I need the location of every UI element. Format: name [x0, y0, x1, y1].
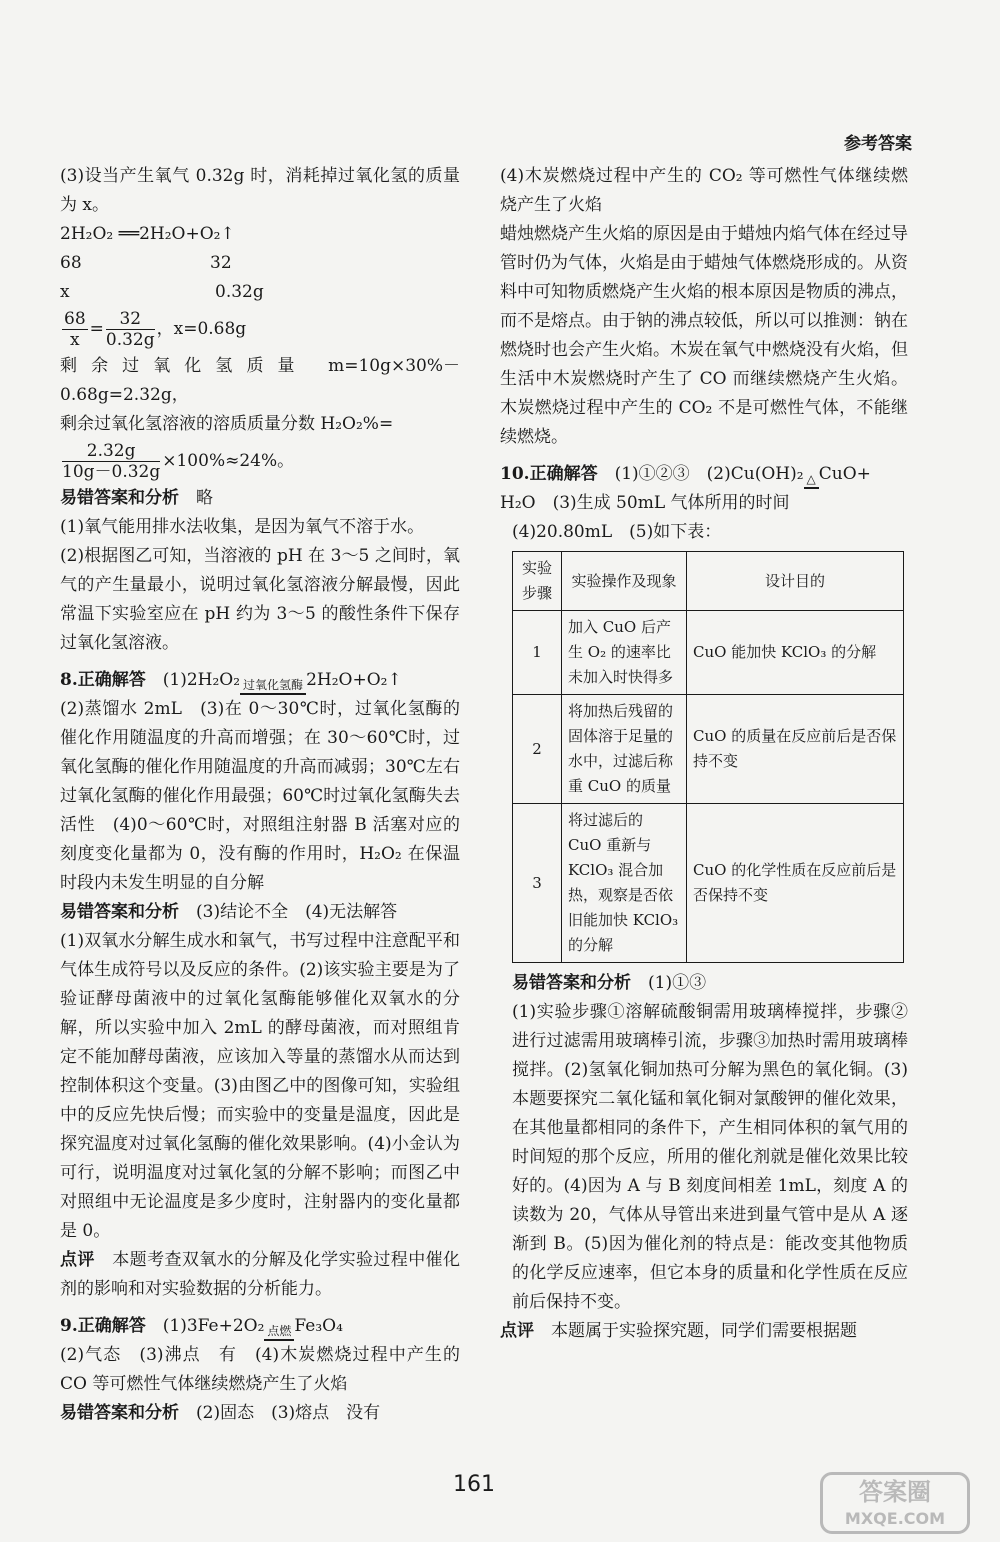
error-7-item2: (2)根据图乙可知，当溶液的 pH 在 3～5 之间时，氧气的产生量最小，说明过氧化氢溶液分解最慢，因此常温下实验室应在 pH 约为 3～5 的酸性条件下保存过氧化氢溶液。 [60, 546, 460, 653]
table-cell: CuO 的化学性质在反应前后是否保持不变 [687, 804, 904, 963]
q10-answer: 10.正确解答 (1)①②③ (2)Cu(OH)₂ △ CuO+ [500, 460, 908, 489]
ratio-right: 32 [210, 253, 232, 273]
watermark-logo [820, 1472, 970, 1534]
q9-explanation: 蜡烛燃烧产生火焰的原因是由于蜡烛内焰气体在经过导管时仍为气体，火焰是由于蜡烛气体燃烧形成的。从资料中可知物质燃烧产生火焰的根本原因是物质的沸点，而不是熔点。由于钠的沸点较低，所以可以推测：钠在燃烧时也会产生火焰。木炭在氧气中燃烧没有火焰，但生活中木炭燃烧时产生了 CO 而继续燃烧产生火焰。木炭燃烧过程中产生的 CO₂ 不是可燃性气体，不能继续燃烧。 [500, 224, 908, 447]
comment-10: 点评 本题属于实验探究题，同学们需要根据题 [500, 1321, 857, 1341]
fraction-3: $\frac{2.32g}{10g-0.32g}$ [62, 441, 161, 482]
equation-line: 2H₂O₂ ══2H₂O+O₂↑ [60, 224, 235, 244]
q10-line3: (4)20.80mL (5)如下表： [512, 522, 722, 542]
table-cell: 加入 CuO 后产生 O₂ 的速率比未加入时快得多 [562, 611, 687, 695]
error-8-body: (1)双氧水分解生成水和氧气，书写过程中注意配平和气体生成符号以及反应的条件。(2)该实验主要是为了验证酵母菌液中的过氧化氢酶能够催化双氧水的分解，所以实验中加入 2mL 的酵母菌液，而对照组肯定不能加酵母菌液，应该加入等量的蒸馏水从而达到控制体积这个变量。(3)由图乙中的图像可知，实验组中的反应先快后慢；而实验中的变量是温度，因此是探究温度对过氧化氢酶的催化效果影响。(4)小金认为可行，说明温度对过氧化氢的分解不影响；而图乙中对照组中无论温度是多少度时，注射器内的变化量都是 0。 [60, 931, 460, 1241]
error-analysis-8: 易错答案和分析 (3)结论不全 (4)无法解答 [60, 902, 398, 922]
table-row [513, 611, 904, 695]
table-cell: CuO 能加快 KClO₃ 的分解 [687, 611, 904, 695]
table-cell: 将加热后残留的固体溶于足量的水中，过滤后称重 CuO 的质量 [562, 695, 687, 804]
error-analysis-7: 易错答案和分析 略 [60, 488, 213, 508]
q9-part4: (4)木炭燃烧过程中产生的 CO₂ 等可燃性气体继续燃烧产生了火焰 [500, 166, 908, 215]
q8-answer: 8.正确解答 (1)2H₂O₂ 过氧化氢酶 2H₂O+O₂↑ [60, 666, 460, 695]
ratio-left: 68 [60, 253, 82, 273]
table-cell: 1 [513, 611, 562, 695]
remaining-mass: 剩余过氧化氢质量 m=10g×30%－0.68g=2.32g， [60, 356, 460, 405]
q9-body: (2)气态 (3)沸点 有 (4)木炭燃烧过程中产生的 CO 等可燃性气体继续燃烧产生了火焰 [60, 1345, 460, 1394]
table-cell: 2 [513, 695, 562, 804]
table-row [513, 804, 904, 963]
left-column [60, 162, 460, 1428]
table-cell: CuO 的质量在反应前后是否保持不变 [687, 695, 904, 804]
q10-line2: H₂O (3)生成 50mL 气体所用的时间 [500, 493, 790, 513]
remaining-fraction: 剩余过氧化氢溶液的溶质质量分数 H₂O₂%= [60, 414, 394, 434]
watermark-line1: 答案圈 [859, 1478, 931, 1506]
table-header-row [513, 552, 904, 611]
error-7-item1: (1)氧气能用排水法收集，是因为氧气不溶于水。 [60, 517, 425, 537]
page-header: 参考答案 [844, 134, 912, 154]
q8-body: (2)蒸馏水 2mL (3)在 0～30℃时，过氧化氢酶的催化作用随温度的升高而增强；在 30～60℃时，过氧化氢酶的催化作用随温度的升高而减弱；30℃左右过氧化氢酶的催化作用最强；60℃时过氧化氢酶失去活性 (4)0～60℃时，对照组注射器 B 活塞对应的刻度变化量都为 0，没有酶的作用时，H₂O₂ 在保温时段内未发生明显的自分解 [60, 699, 460, 893]
q7-part3: (3)设当产生氧气 0.32g 时，消耗掉过氧化氢的质量为 x。 [60, 166, 460, 215]
error-10-body: (1)实验步骤①溶解硫酸铜需用玻璃棒搅拌，步骤②进行过滤需用玻璃棒引流，步骤③加热时需用玻璃棒搅拌。(2)氢氧化铜加热可分解为黑色的氧化铜。(3)本题要探究二氧化锰和氧化铜对氯酸钾的催化效果，在其他量都相同的条件下，产生相同体积的氧气用的时间短的那个反应，所用的催化剂就是催化效果比较好的。(4)因为 A 与 B 刻度间相差 1mL，刻度 A 的读数为 20，气体从导管出来进到量气管中是从 A 逐渐到 B。(5)因为催化剂的特点是：能改变其他物质的化学反应速率，但它本身的质量和化学性质在反应前后保持不变。 [512, 1002, 908, 1312]
value-left: x [60, 282, 70, 302]
fraction-result-line: $\frac{2.32g}{10g-0.32g}$ ×100%≈24%。 [62, 441, 295, 482]
error-analysis-10: 易错答案和分析 (1)①③ [512, 973, 707, 993]
fraction-2: $\frac{32}{0.32g}$ [105, 309, 155, 350]
condition-arrow: 点燃 [264, 1323, 294, 1341]
right-column [500, 162, 908, 1346]
watermark-line2: MXQE.COM [844, 1509, 946, 1528]
experiment-table [512, 551, 904, 963]
error-analysis-9: 易错答案和分析 (2)固态 (3)熔点 没有 [60, 1403, 381, 1423]
table-row [513, 695, 904, 804]
comment-8: 点评 本题考查双氧水的分解及化学实验过程中催化剂的影响和对实验数据的分析能力。 [60, 1250, 461, 1299]
table-header: 设计目的 [687, 552, 904, 611]
table-header: 实验操作及现象 [562, 552, 687, 611]
q9-answer: 9.正确解答 (1)3Fe+2O₂ 点燃 Fe₃O₄ [60, 1312, 460, 1341]
equation-ratio-row [60, 249, 460, 278]
fraction-1: $\frac{68}{x}$ [64, 309, 86, 350]
equation-value-row [60, 278, 460, 307]
table-cell: 将过滤后的 CuO 重新与 KClO₃ 混合加热，观察是否依旧能加快 KClO₃ 的分解 [562, 804, 687, 963]
table-cell: 3 [513, 804, 562, 963]
condition-arrow: 过氧化氢酶 [240, 677, 306, 695]
heat-condition: △ [804, 471, 819, 489]
page-number: 161 [453, 1472, 495, 1497]
value-right: 0.32g [215, 282, 264, 302]
table-header: 实验步骤 [513, 552, 562, 611]
proportion-line: $\frac{68}{x}$ = $\frac{32}{0.32g}$ ，x=0.68g [64, 309, 247, 350]
